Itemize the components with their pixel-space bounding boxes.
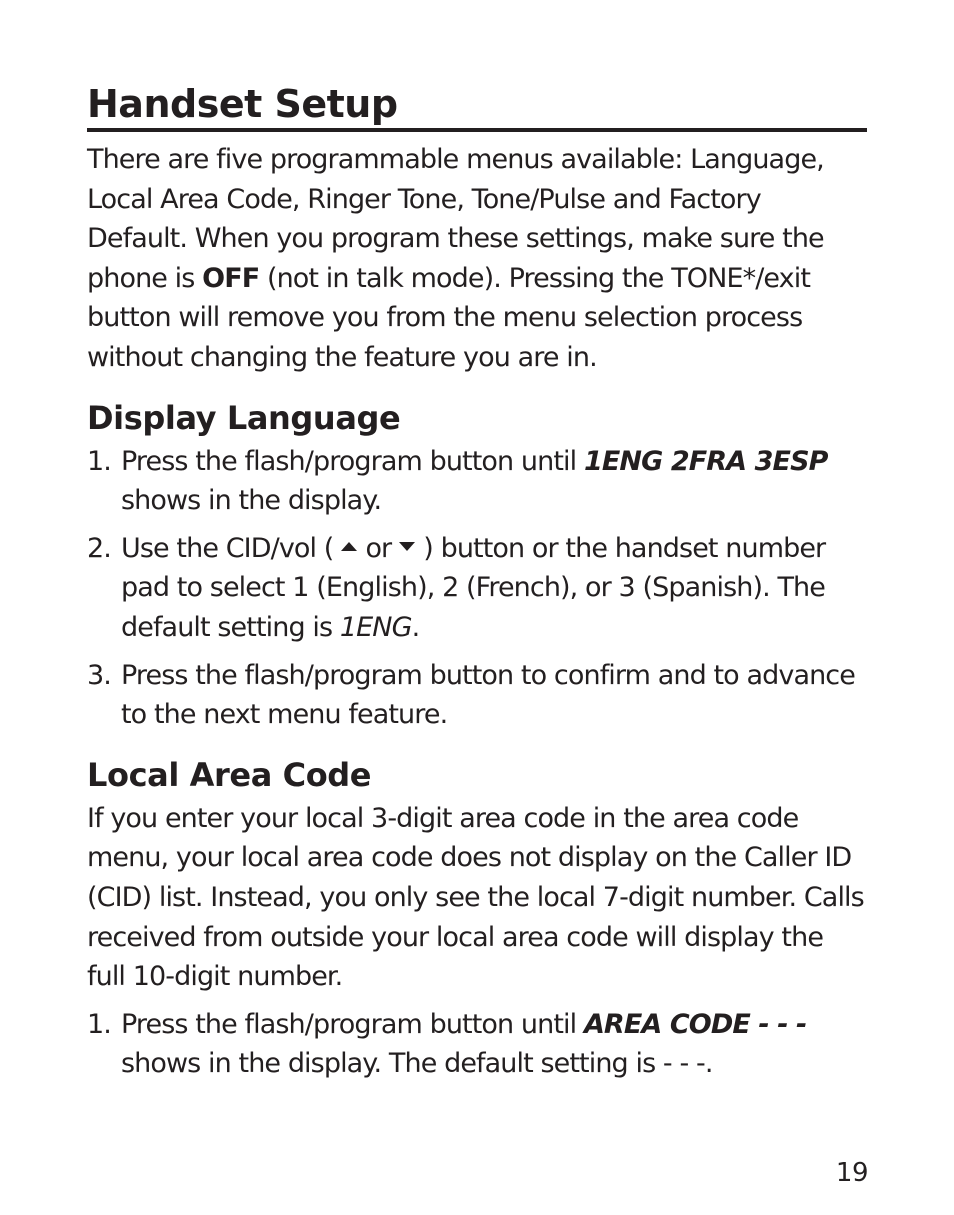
local-area-code-paragraph: If you enter your local 3-digit area code in the area code menu, your local area code does not display on the Caller ID (CID) list. Instead, you only see the local 7-digit number. Calls received from outside your local area code will display the full 10-digit number. (87, 802, 864, 993)
step-text-or: or (365, 532, 392, 564)
display-readout: 1ENG 2FRA 3ESP (583, 445, 828, 477)
page-title: Handset Setup (87, 80, 867, 132)
triangle-down-icon (399, 542, 415, 551)
display-language-step-3 (87, 656, 867, 735)
step-text: shows in the display. The default setting is - - -. (121, 1048, 713, 1080)
step-text: ) button or the handset number pad to select 1 (English), 2 (French), or 3 (Spanish). The default setting is (121, 532, 826, 643)
intro-paragraph (87, 140, 867, 378)
intro-text-1: There are five programmable menus available: Language, Local Area Code, Ringer Tone, Tone/Pulse and Factory Default. When you program these settings, make sure the phone is (87, 144, 824, 294)
step-text: Use the CID/vol ( (121, 532, 334, 564)
local-area-code-heading: Local Area Code (87, 755, 372, 794)
display-language-step-2 (87, 529, 867, 648)
page-number: 19 (835, 1158, 868, 1188)
step-number: 3. (87, 659, 111, 691)
step-text: . (411, 611, 420, 643)
step-number: 1. (87, 1008, 111, 1040)
step-text: Press the flash/program button to confirm and to advance to the next menu feature. (121, 659, 855, 731)
step-text: shows in the display. (121, 485, 382, 517)
display-readout: AREA CODE - - - (583, 1008, 807, 1040)
step-text: Press the flash/program button until (121, 445, 584, 477)
default-setting: 1ENG (339, 611, 412, 643)
display-language-step-1 (87, 442, 867, 521)
intro-bold-off: OFF (202, 262, 260, 294)
page-content (87, 80, 867, 1084)
step-text: Press the flash/program button until (121, 1008, 584, 1040)
step-number: 1. (87, 445, 111, 477)
local-area-code-step-1 (87, 1005, 867, 1084)
intro-text-2: (not in talk mode). Pressing the TONE*/exit button will remove you from the menu selection process without changing the feature you are in. (87, 262, 811, 373)
display-language-heading: Display Language (87, 398, 401, 437)
display-language-steps (87, 442, 867, 735)
step-number: 2. (87, 532, 111, 564)
local-area-code-steps (87, 1005, 867, 1084)
triangle-up-icon (341, 542, 357, 551)
